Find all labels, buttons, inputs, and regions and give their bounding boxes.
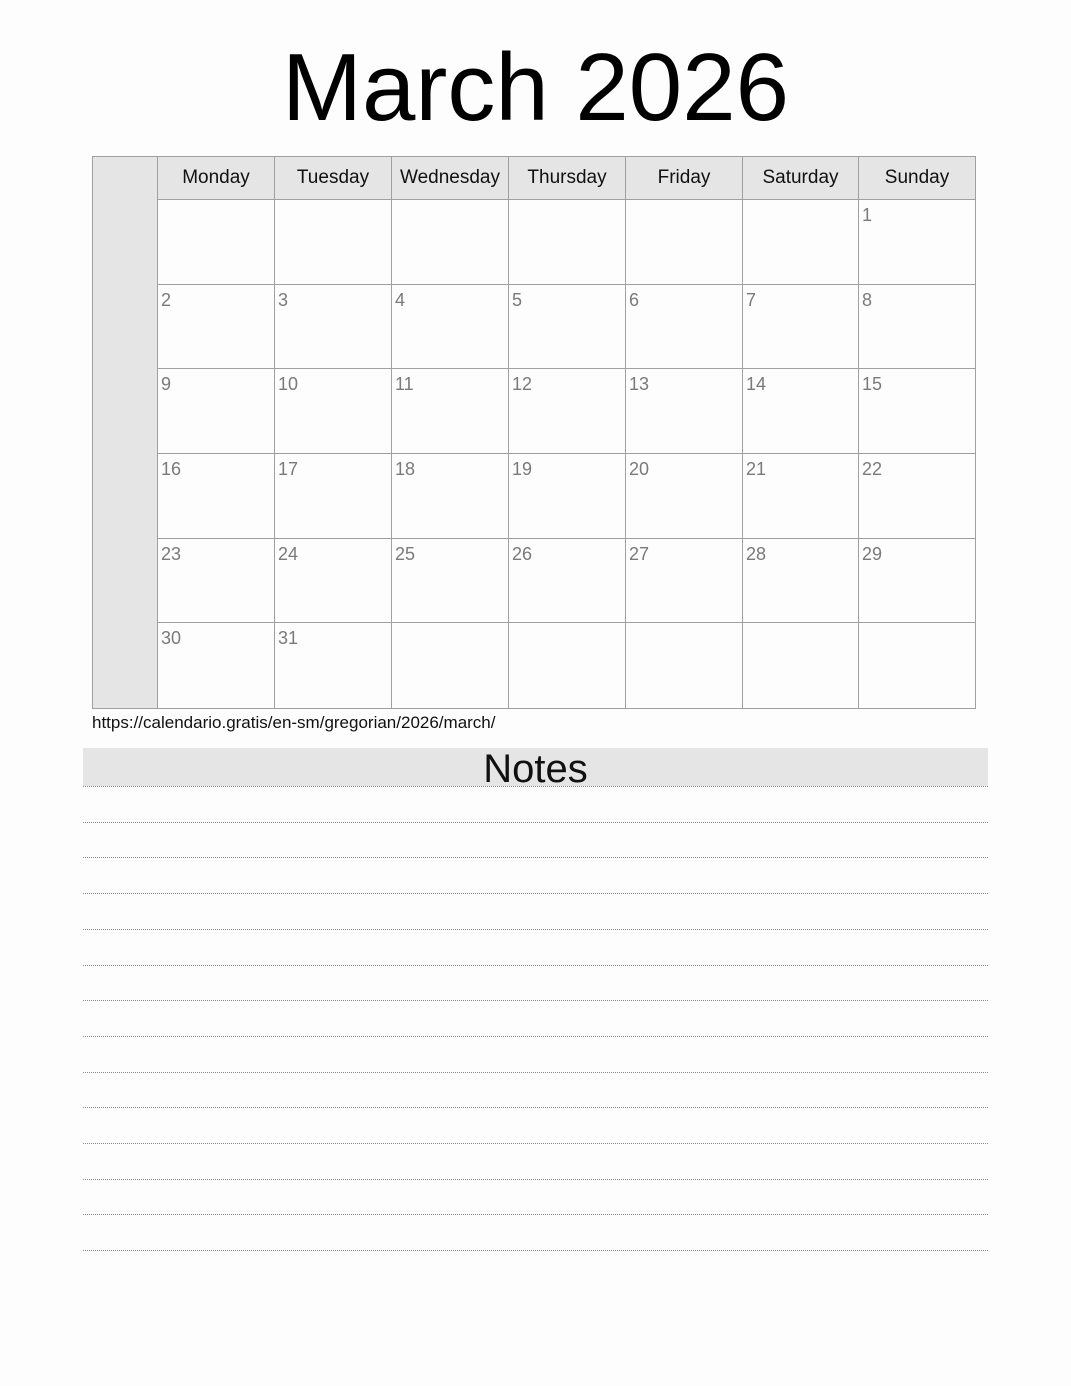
weekday-header: Saturday [743, 157, 859, 200]
day-cell [392, 454, 509, 539]
day-cell [509, 454, 626, 539]
day-number: 22 [862, 459, 883, 480]
source-url: https://calendario.gratis/en-sm/gregorian/2026/march/ [92, 713, 496, 732]
day-number: 26 [512, 543, 533, 564]
day-number: 28 [746, 543, 767, 564]
day-cell [859, 454, 975, 539]
day-cell [626, 285, 743, 370]
note-line [83, 786, 988, 787]
day-number: 14 [746, 374, 767, 395]
day-cell [509, 200, 626, 285]
day-cell [158, 200, 275, 285]
day-cell [859, 285, 975, 370]
weekday-header: Wednesday [392, 157, 509, 200]
day-cell [158, 285, 275, 370]
day-number: 1 [862, 205, 873, 225]
note-line [83, 1179, 988, 1180]
note-line [83, 1000, 988, 1001]
day-cell [859, 539, 975, 624]
day-number: 3 [278, 289, 289, 310]
day-cell [392, 200, 509, 285]
day-cell [859, 369, 975, 454]
day-number: 24 [278, 543, 299, 564]
day-number: 8 [862, 289, 873, 310]
weekday-header: Sunday [859, 157, 975, 200]
note-line [83, 929, 988, 930]
day-number: 5 [512, 289, 523, 310]
day-cell [509, 285, 626, 370]
note-line [83, 1214, 988, 1215]
day-cell [509, 539, 626, 624]
day-number: 15 [862, 374, 883, 395]
day-cell [275, 539, 392, 624]
day-cell [275, 369, 392, 454]
note-line [83, 965, 988, 966]
day-cell [158, 539, 275, 624]
day-number: 30 [161, 628, 182, 649]
day-cell [275, 623, 392, 708]
note-line [83, 822, 988, 823]
note-line [83, 1036, 988, 1037]
weekday-header: Monday [158, 157, 275, 200]
day-cell [392, 285, 509, 370]
day-number: 27 [629, 543, 650, 564]
weekday-header: Thursday [509, 157, 626, 200]
day-cell [626, 454, 743, 539]
day-number: 23 [161, 543, 182, 564]
day-cell [158, 454, 275, 539]
day-cell [743, 200, 859, 285]
note-line [83, 1143, 988, 1144]
day-cell [743, 539, 859, 624]
day-cell [626, 623, 743, 708]
day-number: 10 [278, 374, 299, 395]
day-number: 2 [161, 289, 172, 310]
page-title: March 2026 [282, 34, 789, 141]
day-cell [859, 623, 975, 708]
day-cell [743, 369, 859, 454]
day-cell [158, 623, 275, 708]
note-line [83, 1072, 988, 1073]
day-number: 4 [395, 289, 406, 310]
day-cell [626, 539, 743, 624]
day-number: 13 [629, 374, 650, 395]
day-cell [509, 623, 626, 708]
day-cell [275, 200, 392, 285]
day-cell [392, 623, 509, 708]
day-cell [392, 539, 509, 624]
day-cell [275, 454, 392, 539]
day-cell [626, 200, 743, 285]
day-number: 17 [278, 459, 299, 480]
calendar-table [158, 157, 975, 708]
day-number: 7 [746, 289, 757, 310]
day-cell [743, 285, 859, 370]
day-cell [743, 623, 859, 708]
day-number: 6 [629, 289, 640, 310]
day-number: 16 [161, 459, 182, 480]
week-number-column [93, 157, 158, 708]
day-cell [275, 285, 392, 370]
calendar-grid [92, 156, 976, 709]
day-number: 31 [278, 628, 299, 649]
weekday-header: Friday [626, 157, 743, 200]
day-cell [158, 369, 275, 454]
day-number: 20 [629, 459, 650, 480]
note-line [83, 893, 988, 894]
day-cell [626, 369, 743, 454]
day-number: 9 [161, 374, 172, 395]
day-cell [743, 454, 859, 539]
weekday-header: Tuesday [275, 157, 392, 200]
day-number: 25 [395, 543, 416, 564]
day-number: 19 [512, 459, 533, 480]
day-number: 21 [746, 459, 767, 480]
note-line [83, 1107, 988, 1108]
day-cell [392, 369, 509, 454]
note-line [83, 1250, 988, 1251]
day-cell [509, 369, 626, 454]
day-number: 29 [862, 543, 883, 564]
day-cell [859, 200, 975, 285]
note-line [83, 857, 988, 858]
day-number: 11 [395, 374, 414, 395]
day-number: 18 [395, 459, 416, 480]
day-number: 12 [512, 374, 533, 395]
notes-heading: Notes [83, 748, 988, 786]
